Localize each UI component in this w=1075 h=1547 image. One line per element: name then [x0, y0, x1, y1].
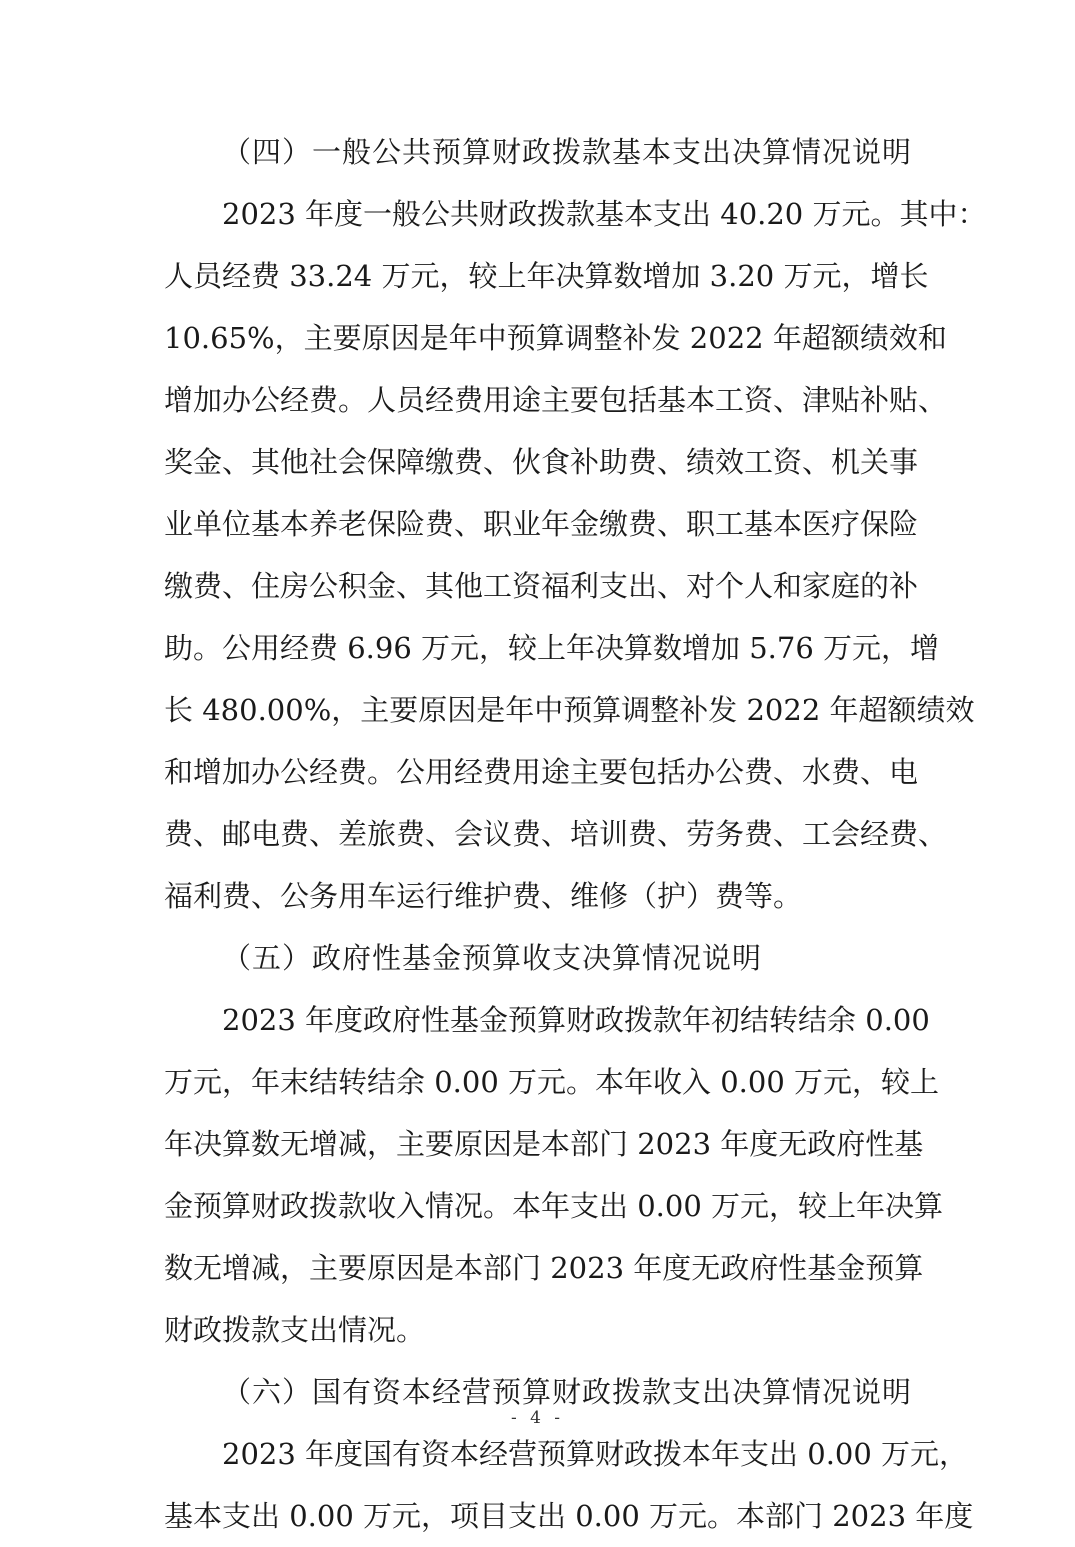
- section-4-line: 长 480.00%，主要原因是年中预算调整补发 2022 年超额绩效: [164, 693, 975, 727]
- section-4-line: 10.65%，主要原因是年中预算调整补发 2022 年超额绩效和: [164, 321, 947, 355]
- section-4-line: 费、邮电费、差旅费、会议费、培训费、劳务费、工会经费、: [164, 817, 948, 851]
- section-4-line: 人员经费 33.24 万元，较上年决算数增加 3.20 万元，增长: [164, 259, 929, 293]
- page-number: - 4 -: [510, 1408, 565, 1428]
- section-6-line: 2023 年度国有资本经营预算财政拨本年支出 0.00 万元，: [222, 1437, 969, 1471]
- section-5-line: 财政拨款支出情况。: [164, 1313, 426, 1347]
- section-5-line: 2023 年度政府性基金预算财政拨款年初结转结余 0.00: [222, 1003, 930, 1037]
- section-5-line: 万元，年末结转结余 0.00 万元。本年收入 0.00 万元，较上: [164, 1065, 940, 1099]
- section-4-line: 缴费、住房公积金、其他工资福利支出、对个人和家庭的补: [164, 569, 919, 603]
- section-4-line: 福利费、公务用车运行维护费、维修（护）费等。: [164, 879, 803, 913]
- section-5-heading: （五）政府性基金预算收支决算情况说明: [222, 941, 763, 975]
- section-4-line: 增加办公经费。人员经费用途主要包括基本工资、津贴补贴、: [164, 383, 948, 417]
- section-4-line: 2023 年度一般公共财政拨款基本支出 40.20 万元。其中：: [222, 197, 987, 231]
- section-4-line: 助。公用经费 6.96 万元，较上年决算数增加 5.76 万元，增: [164, 631, 940, 665]
- section-4-heading: （四）一般公共预算财政拨款基本支出决算情况说明: [222, 135, 913, 169]
- section-6-heading: （六）国有资本经营预算财政拨款支出决算情况说明: [222, 1375, 913, 1409]
- section-4-line: 和增加办公经费。公用经费用途主要包括办公费、水费、电: [164, 755, 919, 789]
- section-5-line: 数无增减，主要原因是本部门 2023 年度无政府性基金预算: [164, 1251, 924, 1285]
- document-body: [164, 121, 987, 1547]
- section-5-line: 年决算数无增减，主要原因是本部门 2023 年度无政府性基: [164, 1127, 924, 1161]
- section-6-line: 基本支出 0.00 万元，项目支出 0.00 万元。本部门 2023 年度: [164, 1499, 974, 1533]
- section-4-line: 奖金、其他社会保障缴费、伙食补助费、绩效工资、机关事: [164, 445, 919, 479]
- section-5-line: 金预算财政拨款收入情况。本年支出 0.00 万元，较上年决算: [164, 1189, 944, 1223]
- section-4-line: 业单位基本养老保险费、职业年金缴费、职工基本医疗保险: [164, 507, 919, 541]
